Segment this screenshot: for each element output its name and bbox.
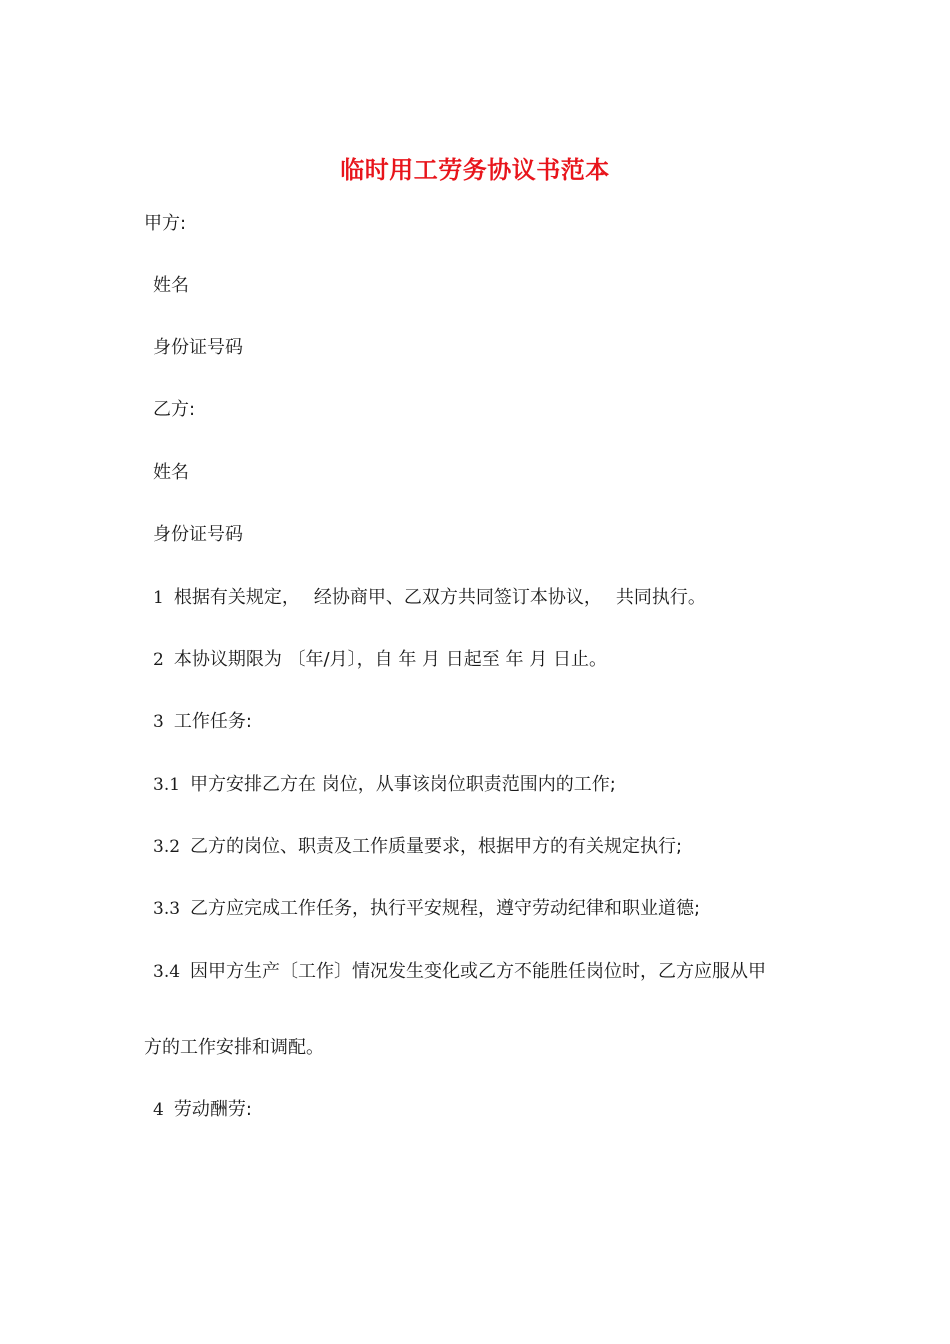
clause-number: 3: [153, 712, 164, 732]
clause-text: 劳动酬劳:: [173, 1099, 252, 1120]
clause-1: [153, 585, 706, 611]
document-title: 临时用工劳务协议书范本: [340, 156, 610, 184]
clause-3-4-continuation: 方的工作安排和调配。: [144, 1037, 324, 1058]
party-a-name-label: 姓名: [153, 275, 189, 296]
clause-number: 2: [153, 650, 164, 670]
clause-text: 甲方安排乙方在 岗位，从事该岗位职责范围内的工作;: [190, 774, 616, 795]
clause-text: 乙方的岗位、职责及工作质量要求，根据甲方的有关规定执行;: [190, 836, 683, 857]
clause-number: 1: [153, 588, 164, 608]
clause-number: 3.4: [153, 962, 181, 982]
party-a-id-label: 身份证号码: [153, 337, 243, 358]
clause-text: 根据有关规定，: [173, 587, 300, 608]
clause-3-3: [153, 896, 700, 922]
clause-2: [153, 647, 607, 673]
clause-text: 经协商甲、乙双方共同签订本协议，: [313, 587, 602, 608]
clause-number: 4: [153, 1100, 164, 1120]
party-b-id-label: 身份证号码: [153, 524, 243, 545]
clause-text: 因甲方生产〔工作〕情况发生变化或乙方不能胜任岗位时，乙方应服从甲: [190, 961, 767, 982]
clause-3-2: [153, 834, 682, 860]
clause-text: 共同执行。: [615, 587, 706, 608]
clause-number: 3.2: [153, 837, 181, 857]
party-b-name-label: 姓名: [153, 462, 189, 483]
party-b-label: 乙方:: [153, 399, 196, 420]
clause-number: 3.3: [153, 899, 181, 919]
clause-4: [153, 1097, 252, 1123]
clause-3: [153, 709, 252, 735]
clause-text: 本协议期限为 〔年/月〕，自 年 月 日起至 年 月 日止。: [173, 649, 607, 670]
clause-number: 3.1: [153, 775, 181, 795]
clause-3-4: [153, 959, 766, 985]
clause-text: 工作任务:: [173, 711, 252, 732]
party-a-label: 甲方:: [144, 213, 187, 234]
clause-3-1: [153, 772, 616, 798]
clause-text: 乙方应完成工作任务，执行平安规程，遵守劳动纪律和职业道德;: [190, 898, 701, 919]
